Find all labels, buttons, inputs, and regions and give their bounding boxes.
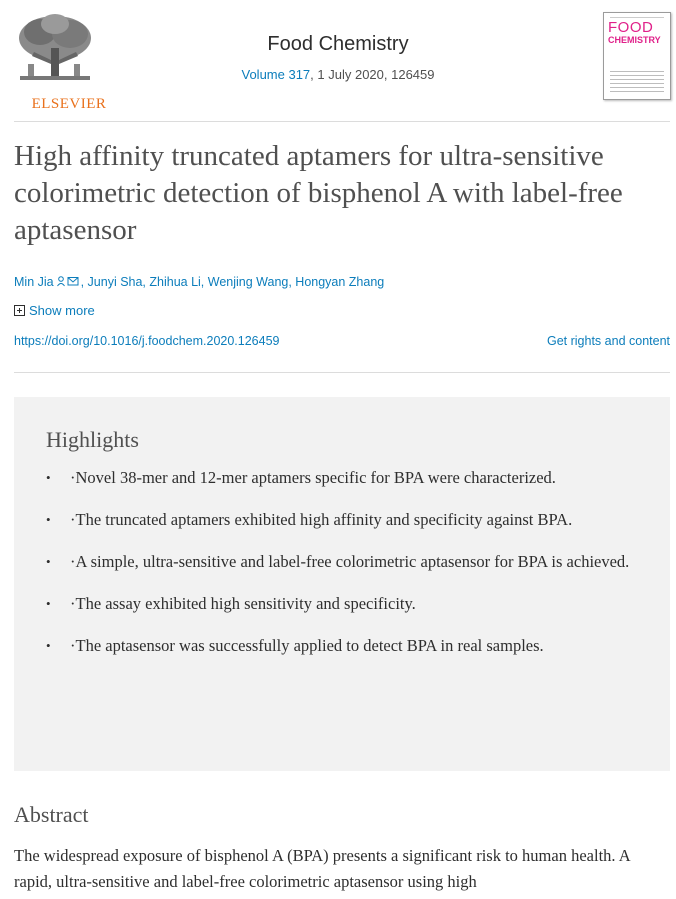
- article-title: High affinity truncated aptamers for ultra-sensitive colorimetric detection of bisphenol A with label-free aptasensor: [14, 140, 623, 246]
- plus-box-icon: [14, 305, 25, 316]
- publisher-wordmark: ELSEVIER: [31, 96, 107, 112]
- rights-link[interactable]: Get rights and content: [547, 334, 670, 348]
- elsevier-logo[interactable]: [14, 12, 107, 112]
- cover-rule: [610, 17, 664, 18]
- author-first[interactable]: Min Jia: [14, 275, 54, 289]
- author-list: [14, 275, 384, 290]
- article-header: [0, 0, 676, 121]
- show-more-label: Show more: [29, 303, 95, 318]
- highlight-item: • ·The truncated aptamers exhibited high affinity and specificity against BPA.: [46, 507, 646, 533]
- highlight-item: • ·The aptasensor was successfully applied to detect BPA in real samples.: [46, 633, 646, 659]
- doi-link[interactable]: https://doi.org/10.1016/j.foodchem.2020.126459: [14, 334, 280, 348]
- journal-title-text[interactable]: Food Chemistry: [267, 33, 409, 55]
- cover-contents-lines: [610, 71, 664, 95]
- abstract-heading: Abstract: [14, 802, 89, 827]
- journal-title[interactable]: [0, 33, 676, 56]
- highlight-item: • ·Novel 38-mer and 12-mer aptamers specific for BPA were characterized.: [46, 465, 646, 491]
- issue-info: [0, 67, 676, 82]
- highlights-heading: Highlights: [46, 427, 139, 452]
- issue-date-text: , 1 July 2020, 126459: [310, 67, 435, 82]
- highlight-item: • ·A simple, ultra-sensitive and label-free colorimetric aptasensor for BPA is achieved.: [46, 549, 646, 575]
- cover-title-line1: FOOD: [608, 19, 654, 36]
- header-divider: [14, 121, 670, 122]
- journal-cover-thumbnail[interactable]: [603, 12, 671, 100]
- person-envelope-icon: [57, 276, 79, 287]
- volume-link[interactable]: Volume 317: [241, 67, 311, 82]
- highlights-list: [46, 465, 646, 675]
- author-icons[interactable]: [57, 276, 79, 290]
- author-others[interactable]: , Junyi Sha, Zhihua Li, Wenjing Wang, Hongyan Zhang: [80, 275, 385, 289]
- meta-divider: [14, 372, 670, 373]
- highlights-box: [14, 397, 670, 771]
- show-more-button[interactable]: [14, 303, 95, 318]
- highlight-item: • ·The assay exhibited high sensitivity and specificity.: [46, 591, 646, 617]
- abstract-text: The widespread exposure of bisphenol A (BPA) presents a significant risk to human health. A rapid, ultra-sensitive and label-free colorimetric aptasensor using high: [14, 846, 630, 891]
- cover-title-line2: CHEMISTRY: [608, 35, 661, 45]
